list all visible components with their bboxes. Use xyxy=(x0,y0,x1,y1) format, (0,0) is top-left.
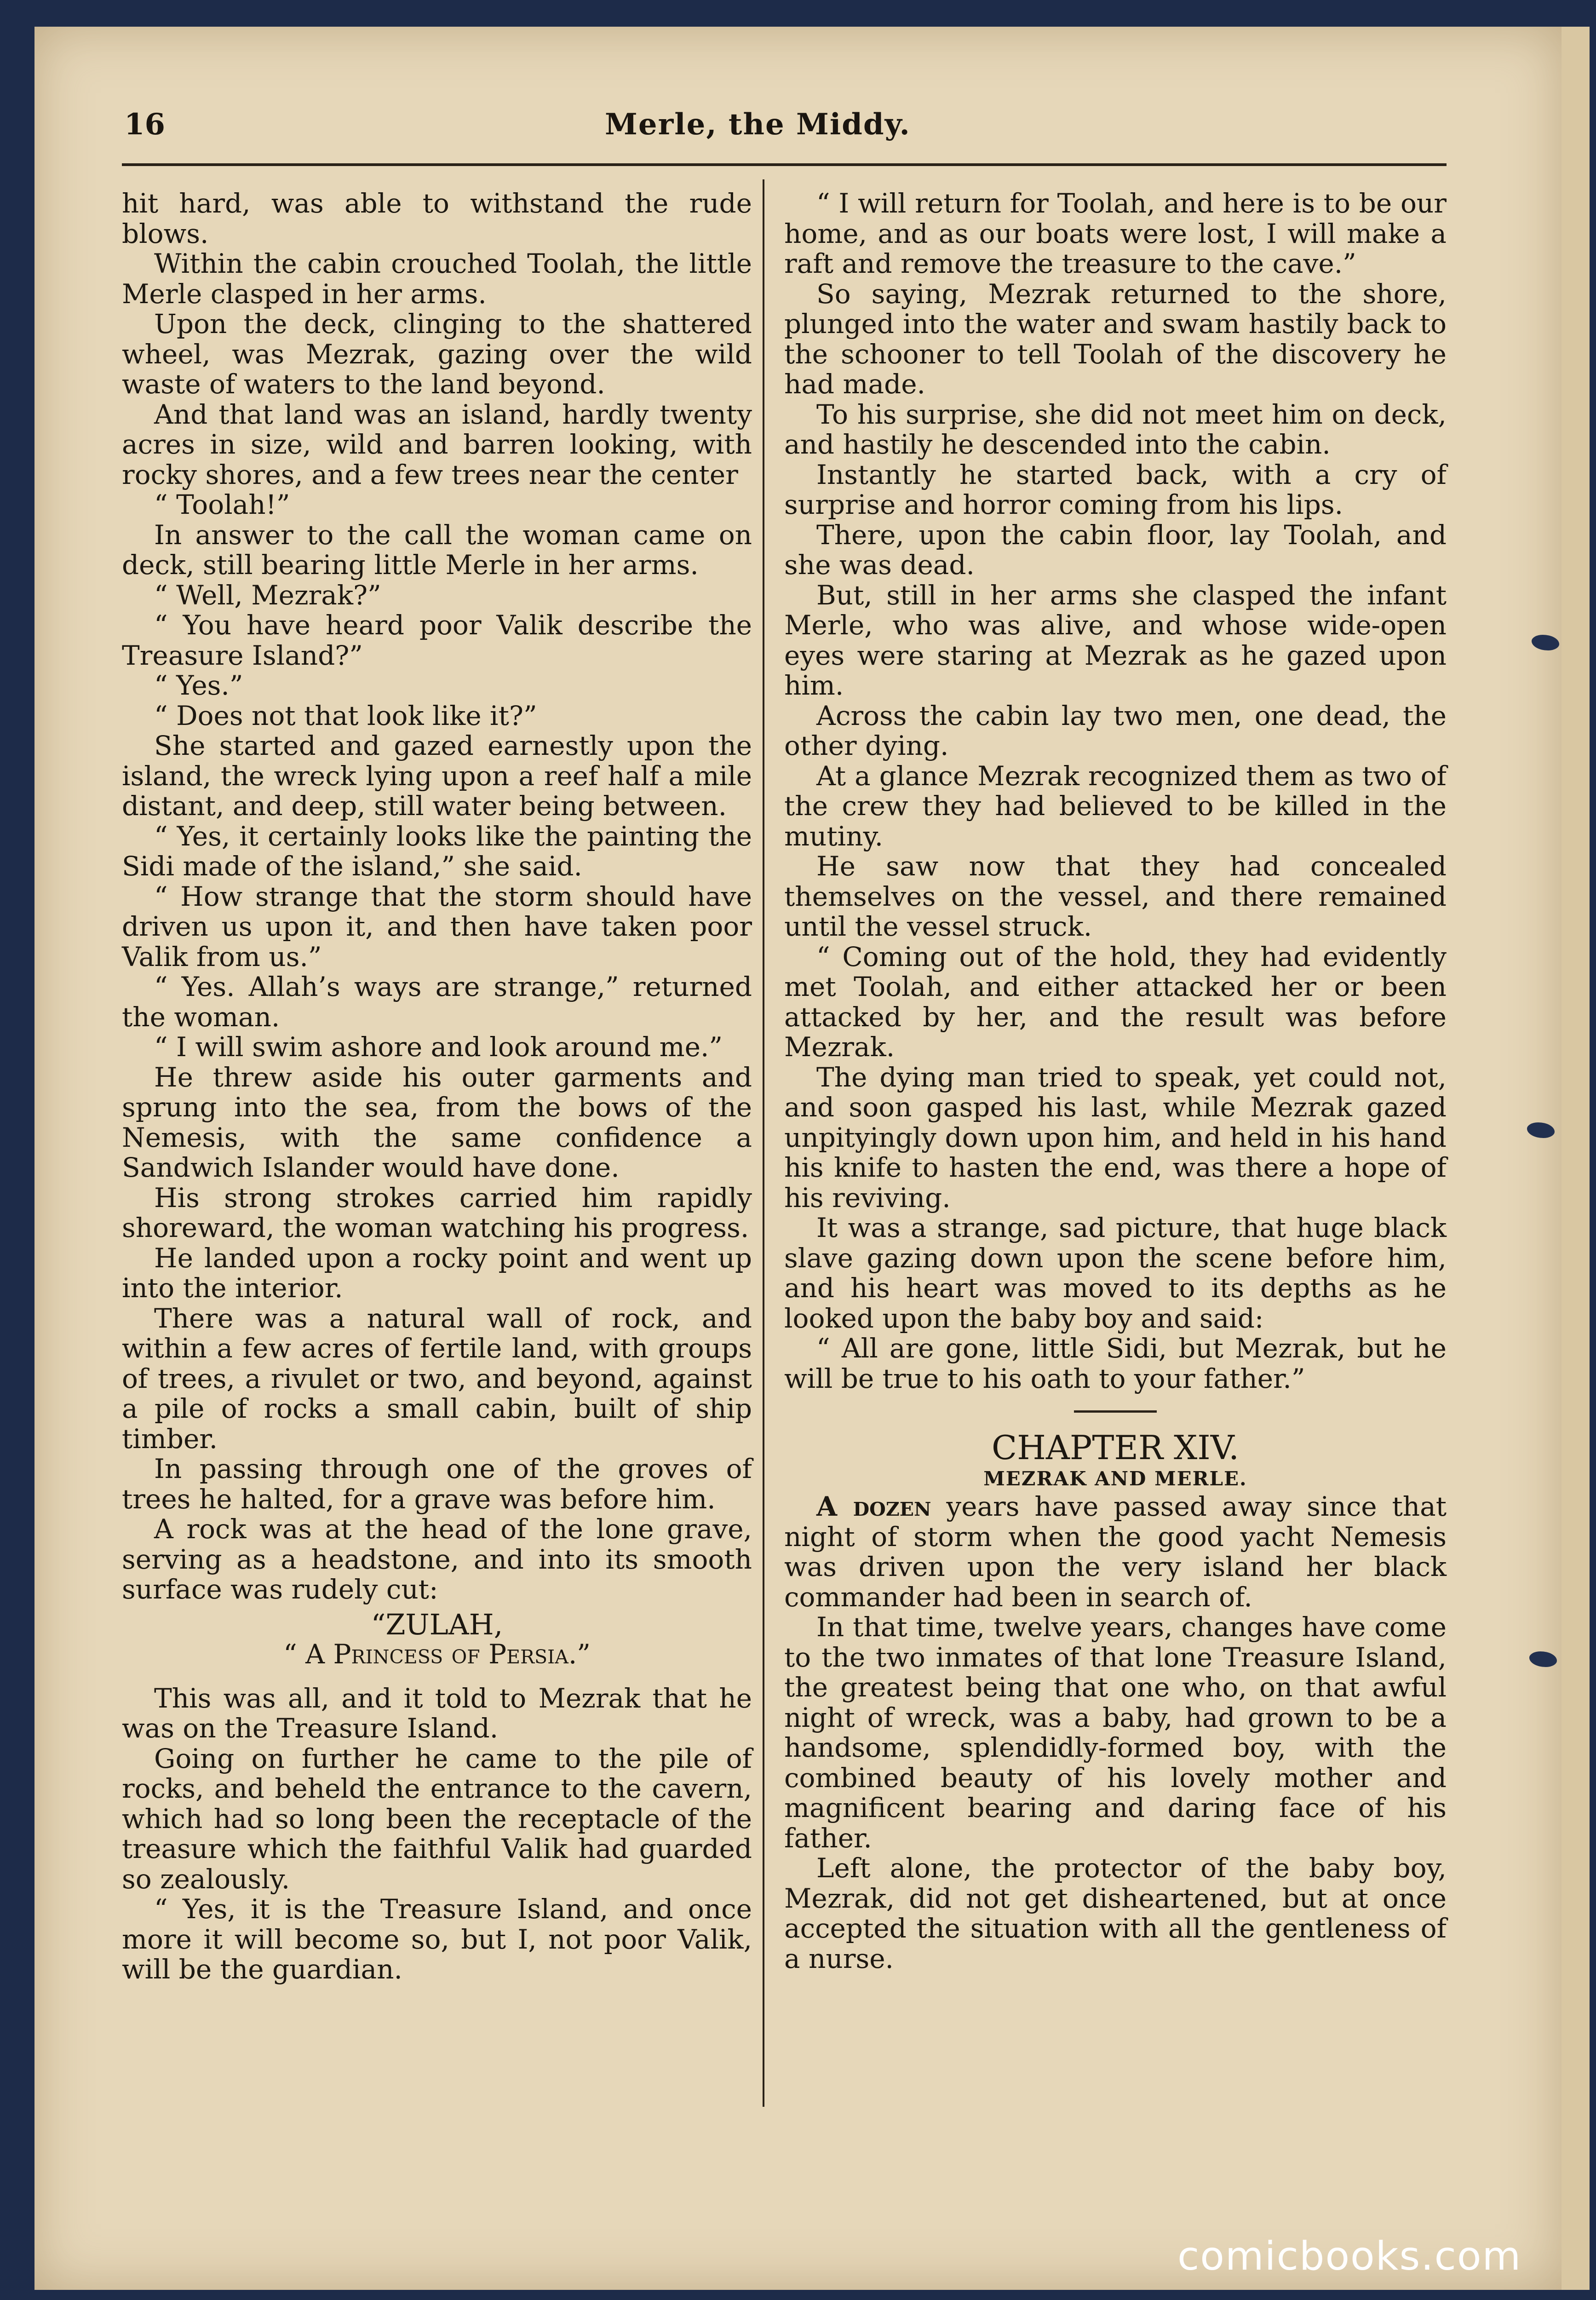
paragraph: He saw now that they had concealed themselves on the vessel, and there remained until the vessel struck. xyxy=(784,851,1447,942)
paragraph: “ All are gone, little Sidi, but Mezrak, but he will be true to his oath to your father.” xyxy=(784,1333,1447,1394)
paragraph: Upon the deck, clinging to the shattered wheel, was Mezrak, gazing over the wild waste of waters to the land beyond. xyxy=(122,308,752,400)
paragraph: “ Well, Mezrak?” xyxy=(154,579,381,611)
paragraph: It was a strange, sad picture, that huge black slave gazing down upon the scene before him, and his heart was moved to its depths as he looked upon the baby boy and said: xyxy=(784,1212,1447,1334)
chapter-opening-paragraph xyxy=(784,1492,1447,1612)
paragraph: In answer to the call the woman came on deck, still bearing little Merle in her arms. xyxy=(122,519,752,581)
watermark: comicbooks.com xyxy=(1177,2233,1522,2279)
page-number: 16 xyxy=(124,107,166,142)
chapter-title: CHAPTER XIV. xyxy=(992,1428,1239,1467)
paragraph: She started and gazed earnestly upon the island, the wreck lying upon a reef half a mile distant, and deep, still water being between. xyxy=(122,730,752,822)
paragraph: So saying, Mezrak returned to the shore, plunged into the water and swam hastily back to the schooner to tell Toolah of the discovery he had made. xyxy=(784,278,1447,400)
paragraph: His strong strokes carried him rapidly shoreward, the woman watching his progress. xyxy=(122,1182,752,1243)
paragraph: Instantly he started back, with a cry of surprise and horror coming from his lips. xyxy=(784,459,1447,520)
paragraph: Across the cabin lay two men, one dead, the other dying. xyxy=(784,700,1447,761)
paragraph: He landed upon a rocky point and went up into the interior. xyxy=(122,1242,752,1304)
paragraph: hit hard, was able to withstand the rude blows. xyxy=(122,188,752,249)
header-rule xyxy=(122,163,1447,166)
chapter-subtitle: MEZRAK AND MERLE. xyxy=(983,1467,1247,1490)
paragraph: “ Does not that look like it?” xyxy=(154,700,537,731)
left-column xyxy=(122,189,752,1985)
paragraph: “ How strange that the storm should have driven us upon it, and then have taken poor Valik from us.” xyxy=(122,880,752,972)
paragraph: Within the cabin crouched Toolah, the little Merle clasped in her arms. xyxy=(122,248,752,310)
paragraph: There was a natural wall of rock, and within a few acres of fertile land, with groups of trees, a rivulet or two, and beyond, against a pile of rocks a small cabin, built of ship timber. xyxy=(122,1302,752,1455)
paragraph: “ Yes.” xyxy=(154,670,243,701)
paragraph: “ Yes, it is the Treasure Island, and once more it will become so, but I, not poor Valik, will be the guardian. xyxy=(122,1893,752,1985)
paragraph: But, still in her arms she clasped the infant Merle, who was alive, and whose wide-open eyes were staring at Mezrak as he gazed upon him. xyxy=(784,579,1447,701)
paragraph: “ Yes, it certainly looks like the painting the Sidi made of the island,” she said. xyxy=(122,820,752,882)
paragraph: This was all, and it told to Mezrak that he was on the Treasure Island. xyxy=(122,1682,752,1744)
paragraph: “ Coming out of the hold, they had evidently met Toolah, and either attacked her or been attacked by her, and the result was before Mezrak. xyxy=(784,941,1447,1063)
right-column xyxy=(784,189,1447,1974)
book-page xyxy=(34,27,1562,2290)
paragraph: In passing through one of the groves of trees he halted, for a grave was before him. xyxy=(122,1453,752,1515)
section-rule xyxy=(1074,1410,1157,1413)
paragraph: “ Yes. Allah’s ways are strange,” returned the woman. xyxy=(122,971,752,1033)
column-divider xyxy=(763,179,764,2107)
paragraph: There, upon the cabin floor, lay Toolah, and she was dead. xyxy=(784,519,1447,581)
paragraph: “ I will return for Toolah, and here is to be our home, and as our boats were lost, I will make a raft and remove the treasure to the cave.” xyxy=(784,188,1447,279)
paragraph: He threw aside his outer garments and sprung into the sea, from the bows of the Nemesis, with the same confidence a Sandwich Islander would have done. xyxy=(122,1061,752,1183)
paragraph: “ Toolah!” xyxy=(154,489,290,520)
lead-text: years have passed away since that night of storm when the good yacht Nemesis was driven upon the very island her black commander had been in search of. xyxy=(784,1491,1447,1613)
epitaph-name: “ZULAH, xyxy=(371,1607,503,1641)
paragraph: To his surprise, she did not meet him on deck, and hastily he descended into the cabin. xyxy=(784,398,1447,460)
page-header xyxy=(34,107,1562,162)
paragraph: Left alone, the protector of the baby boy, Mezrak, did not get disheartened, but at once accepted the situation with all the gentleness of a nurse. xyxy=(784,1852,1447,1974)
paragraph: In that time, twelve years, changes have come to the two inmates of that lone Treasure Island, the greatest being that one who, on that awful night of wreck, was a baby, had grown to be a handsome, splendidly-formed boy, with the combined beauty of his lovely mother and magnificent bearing and daring face of his father. xyxy=(784,1611,1447,1854)
paragraph: “ You have heard poor Valik describe the Treasure Island?” xyxy=(122,610,752,671)
paragraph: The dying man tried to speak, yet could not, and soon gasped his last, while Mezrak gazed unpityingly down upon him, and held in his hand his knife to hasten the end, was there a hope of his reviving. xyxy=(784,1061,1447,1213)
paragraph: A rock was at the head of the lone grave, serving as a headstone, and into its smooth surface was rudely cut: xyxy=(122,1513,752,1605)
paragraph: Going on further he came to the pile of rocks, and beheld the entrance to the cavern, which had so long been the receptacle of the treasure which the faithful Valik had guarded so zealously. xyxy=(122,1742,752,1895)
paragraph: “ I will swim ashore and look around me.” xyxy=(154,1031,723,1063)
epitaph-title: “ A Princess of Persia.” xyxy=(283,1639,591,1670)
lead-word: A dozen xyxy=(816,1491,931,1522)
paragraph: At a glance Mezrak recognized them as two of the crew they had believed to be killed in the mutiny. xyxy=(784,760,1447,852)
paragraph: And that land was an island, hardly twenty acres in size, wild and barren looking, with rocky shores, and a few trees near the center xyxy=(122,398,752,490)
running-title: Merle, the Middy. xyxy=(605,107,911,142)
